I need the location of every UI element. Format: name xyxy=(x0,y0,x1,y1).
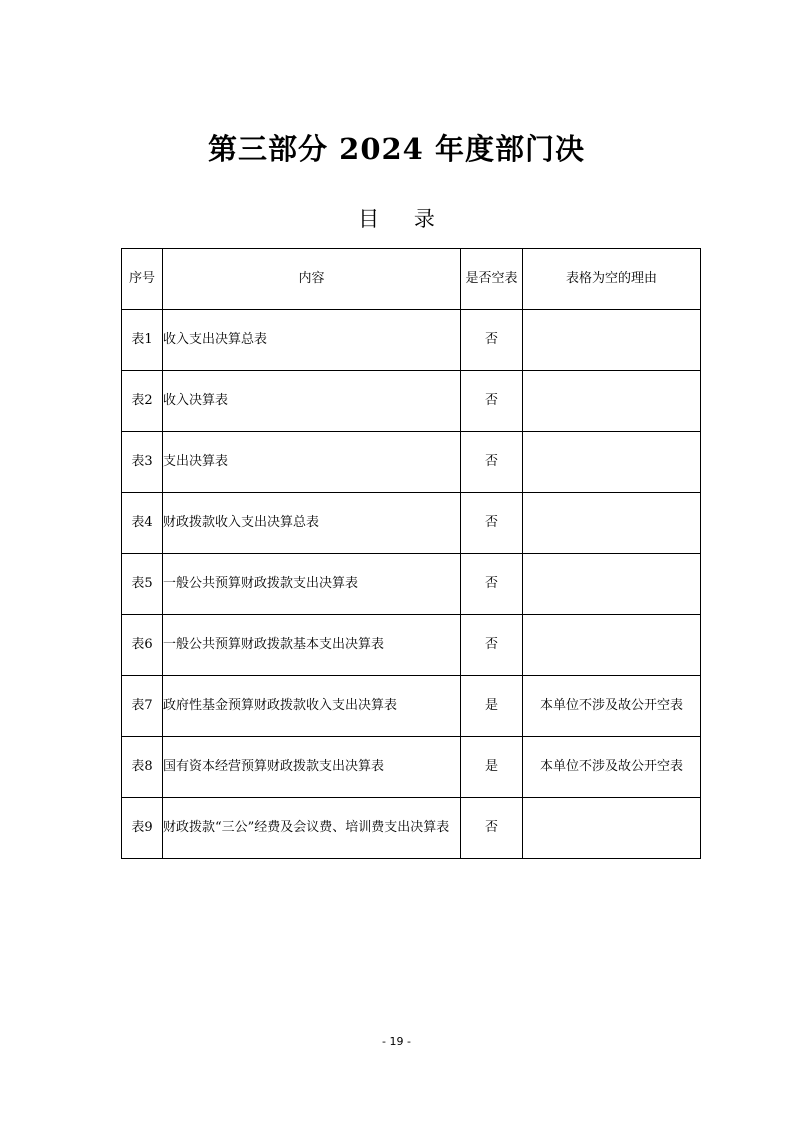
row-is-empty: 否 xyxy=(461,310,523,371)
page-number: - 19 - xyxy=(382,1035,411,1048)
header-reason: 表格为空的理由 xyxy=(523,249,701,310)
row-is-empty: 否 xyxy=(461,615,523,676)
row-is-empty: 否 xyxy=(461,493,523,554)
table-row xyxy=(122,371,701,432)
row-is-empty: 否 xyxy=(461,554,523,615)
header-content: 内容 xyxy=(163,249,461,310)
row-is-empty: 是 xyxy=(461,676,523,737)
row-index: 表9 xyxy=(122,798,163,859)
table-row xyxy=(122,432,701,493)
table-row xyxy=(122,310,701,371)
table-row xyxy=(122,554,701,615)
row-content: 财政拨款收入支出决算总表 xyxy=(163,493,461,554)
row-reason xyxy=(523,554,701,615)
row-reason xyxy=(523,371,701,432)
table-row xyxy=(122,493,701,554)
table-row xyxy=(122,737,701,798)
row-index: 表1 xyxy=(122,310,163,371)
row-index: 表5 xyxy=(122,554,163,615)
row-content: 收入支出决算总表 xyxy=(163,310,461,371)
table-header-row xyxy=(122,249,701,310)
row-is-empty: 否 xyxy=(461,371,523,432)
row-reason xyxy=(523,432,701,493)
row-reason xyxy=(523,615,701,676)
table-row xyxy=(122,798,701,859)
row-reason: 本单位不涉及故公开空表 xyxy=(523,676,701,737)
row-index: 表3 xyxy=(122,432,163,493)
row-index: 表7 xyxy=(122,676,163,737)
row-reason xyxy=(523,798,701,859)
row-content: 国有资本经营预算财政拨款支出决算表 xyxy=(163,737,461,798)
row-index: 表8 xyxy=(122,737,163,798)
table-row xyxy=(122,676,701,737)
row-content: 一般公共预算财政拨款基本支出决算表 xyxy=(163,615,461,676)
row-is-empty: 否 xyxy=(461,432,523,493)
row-content: 财政拨款“三公”经费及会议费、培训费支出决算表 xyxy=(163,798,461,859)
row-index: 表4 xyxy=(122,493,163,554)
row-index: 表6 xyxy=(122,615,163,676)
row-reason xyxy=(523,310,701,371)
toc-heading: 目 录 xyxy=(358,207,449,231)
row-is-empty: 是 xyxy=(461,737,523,798)
table-row xyxy=(122,615,701,676)
row-reason xyxy=(523,493,701,554)
row-content: 政府性基金预算财政拨款收入支出决算表 xyxy=(163,676,461,737)
row-content: 支出决算表 xyxy=(163,432,461,493)
row-reason: 本单位不涉及故公开空表 xyxy=(523,737,701,798)
document-title: 第三部分 2024 年度部门决 xyxy=(208,132,585,166)
header-index: 序号 xyxy=(122,249,163,310)
row-is-empty: 否 xyxy=(461,798,523,859)
row-content: 收入决算表 xyxy=(163,371,461,432)
toc-table xyxy=(121,248,701,859)
row-index: 表2 xyxy=(122,371,163,432)
header-is-empty: 是否空表 xyxy=(461,249,523,310)
row-content: 一般公共预算财政拨款支出决算表 xyxy=(163,554,461,615)
